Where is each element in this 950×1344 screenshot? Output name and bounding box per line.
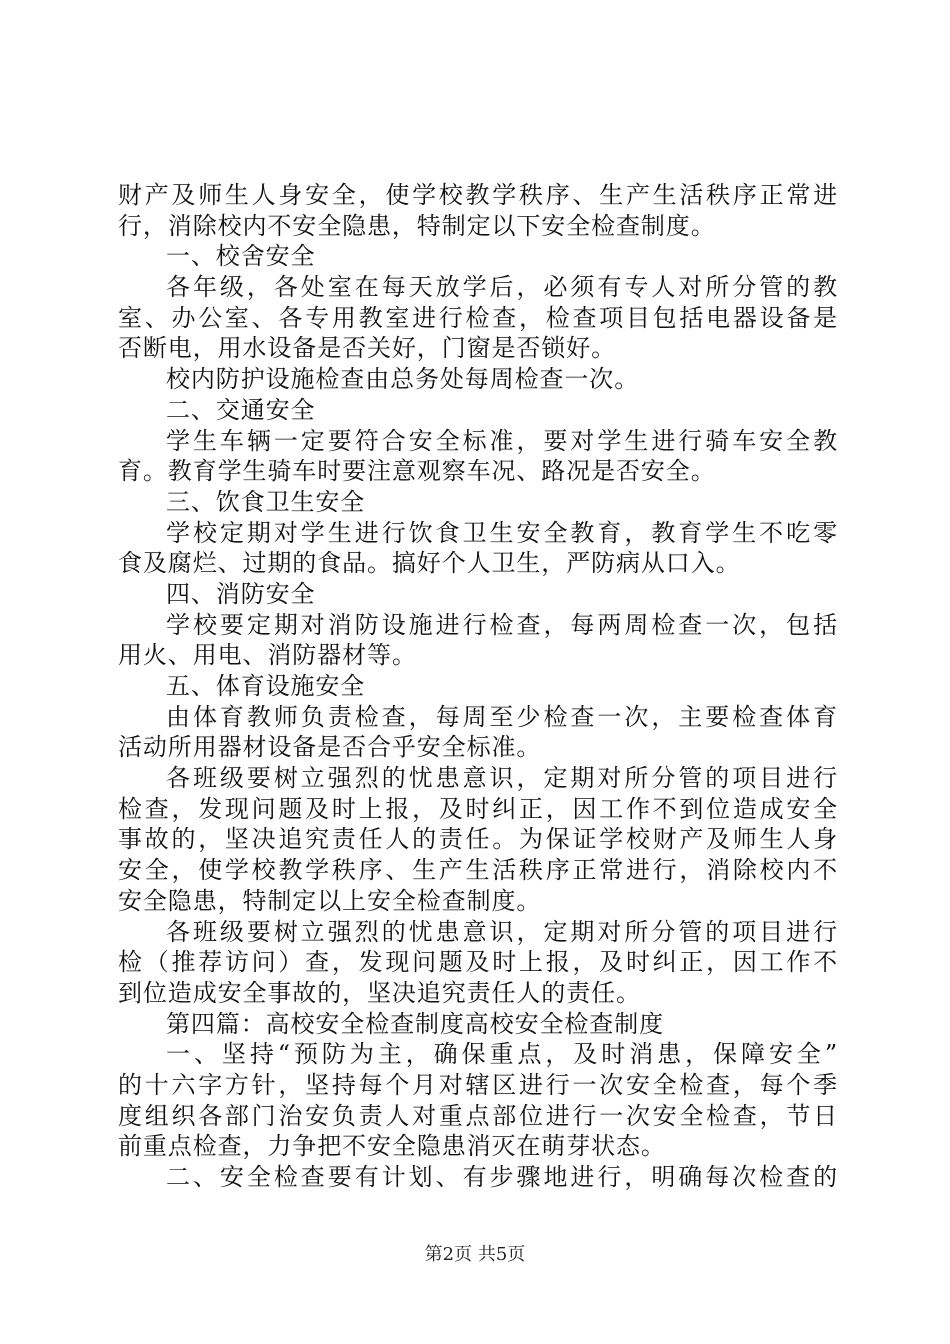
text-line: 食及腐烂、过期的食品。搞好个人卫生，严防病从口入。 [118, 549, 741, 578]
text-line: 室、办公室、各专用教室进行检查，检查项目包括电器设备是 [118, 303, 838, 332]
text-line: 育。教育学生骑车时要注意观察车况、路况是否安全。 [118, 457, 716, 486]
text-line: 检查，发现问题及时上报，及时纠正，因工作不到位造成安全 [118, 794, 838, 823]
text-line: 检（推荐访问）查，发现问题及时上报，及时纠正，因工作不 [118, 948, 838, 977]
section-heading: 四、消防安全 [166, 579, 316, 608]
text-line: 用火、用电、消防器材等。 [118, 641, 417, 670]
text-line: 各班级要树立强烈的忧患意识，定期对所分管的项目进行 [166, 917, 838, 946]
text-line: 各年级，各处室在每天放学后，必须有专人对所分管的教 [166, 273, 838, 302]
text-line: 前重点检查，力争把不安全隐患消灭在萌芽状态。 [118, 1132, 666, 1161]
text-line: 校内防护设施检查由总务处每周检查一次。 [166, 365, 640, 394]
text-line: 否断电，用水设备是否关好，门窗是否锁好。 [118, 334, 616, 363]
text-line: 各班级要树立强烈的忧患意识，定期对所分管的项目进行 [166, 764, 838, 793]
text-line: 财产及师生人身安全，使学校教学秩序、生产生活秩序正常进 [118, 181, 838, 209]
text-line: 事故的，坚决追究责任人的责任。为保证学校财产及师生人身 [118, 825, 838, 854]
text-line: 行，消除校内不安全隐患，特制定以下安全检查制度。 [118, 211, 716, 240]
section-heading: 五、体育设施安全 [166, 672, 366, 700]
text-line: 安全，使学校教学秩序、生产生活秩序正常进行，消除校内不 [118, 856, 838, 885]
section-heading: 三、饮食卫生安全 [166, 487, 366, 516]
text-line: 一、坚持“预防为主，确保重点，及时消患，保障安全” [166, 1040, 838, 1069]
chapter-heading: 第四篇：高校安全检查制度高校安全检查制度 [166, 1009, 664, 1038]
text-line: 到位造成安全事故的，坚决追究责任人的责任。 [118, 978, 641, 1007]
text-line: 学校定期对学生进行饮食卫生安全教育，教育学生不吃零 [166, 518, 838, 547]
section-heading: 一、校舍安全 [166, 242, 316, 271]
text-line: 度组织各部门治安负责人对重点部位进行一次安全检查，节日 [118, 1101, 838, 1130]
text-line: 学校要定期对消防设施进行检查，每两周检查一次，包括 [166, 610, 838, 639]
text-line: 由体育教师负责检查，每周至少检查一次，主要检查体育 [166, 702, 838, 731]
section-heading: 二、交通安全 [166, 395, 316, 424]
text-line: 学生车辆一定要符合安全标准，要对学生进行骑车安全教 [166, 426, 838, 455]
text-line: 安全隐患，特制定以上安全检查制度。 [118, 886, 542, 915]
text-line: 活动所用器材设备是否合乎安全标准。 [118, 733, 542, 762]
text-line: 二、安全检查要有计划、有步骤地进行，明确每次检查的 [166, 1163, 838, 1191]
page-number-footer: 第2页 共5页 [424, 1244, 526, 1265]
text-line: 的十六字方针，坚持每个月对辖区进行一次安全检查，每个季 [118, 1070, 838, 1099]
document-body [118, 180, 838, 1193]
